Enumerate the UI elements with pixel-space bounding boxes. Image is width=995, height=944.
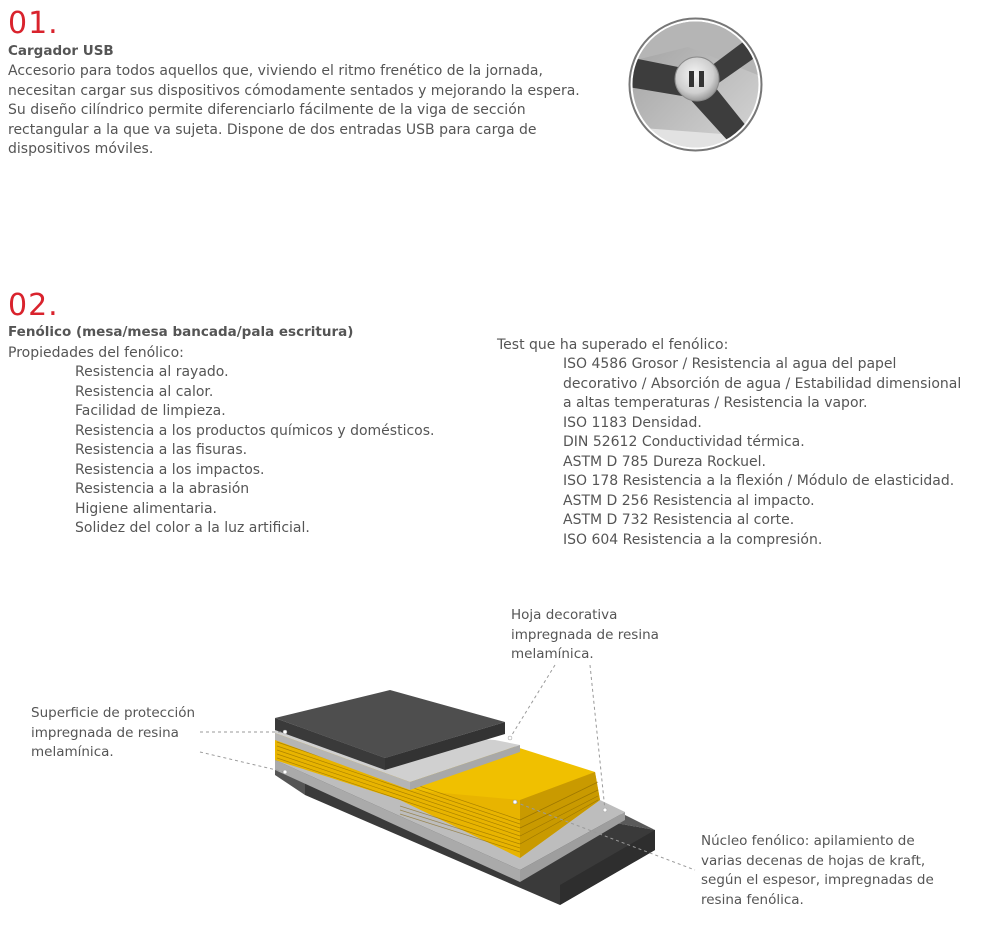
test-item: ASTM D 256 Resistencia al impacto. <box>563 492 815 509</box>
label-decorative-sheet <box>511 606 659 665</box>
test-item: ISO 4586 Grosor / Resistencia al agua del papel <box>563 356 897 372</box>
label-line: melamínica. <box>511 646 594 662</box>
label-line: resina fenólica. <box>701 891 804 908</box>
section-1-description: Accesorio para todos aquellos que, viviendo el ritmo frenético de la jornada, necesitan cargar sus dispositivos cómodamente sentados y mejorando la espera. Su diseño cilíndrico permite diferenciarlo fácilmente de la viga de sección rectangular a la que va sujeta. Dispone de dos entradas USB para carga de dispositivos móviles. <box>8 63 580 157</box>
test-item: ASTM D 785 Dureza Rockuel. <box>563 453 766 470</box>
label-phenolic-core <box>701 832 934 910</box>
test-item: ASTM D 732 Resistencia al corte. <box>563 512 795 528</box>
test-item: ISO 604 Resistencia a la compresión. <box>563 531 823 548</box>
label-line: Hoja decorativa <box>511 607 618 623</box>
label-line: melamínica. <box>31 744 114 760</box>
label-line: Núcleo fenólico: apilamiento de <box>701 833 915 849</box>
property-item: Higiene alimentaria. <box>75 500 217 517</box>
property-item: Resistencia a los impactos. <box>75 461 265 478</box>
test-item: decorativo / Absorción de agua / Estabilidad dimensional <box>563 375 962 392</box>
label-line: según el espesor, impregnadas de <box>701 872 934 888</box>
section-1-number: 01. <box>8 6 59 41</box>
property-item: Facilidad de limpieza. <box>75 403 226 419</box>
test-item: ISO 1183 Densidad. <box>563 414 702 431</box>
section-2-title: Fenólico (mesa/mesa bancada/pala escritura) <box>8 324 354 340</box>
properties-heading: Propiedades del fenólico: <box>8 345 184 361</box>
label-line: impregnada de resina <box>31 724 179 741</box>
property-item: Resistencia a las fisuras. <box>75 442 248 458</box>
section-1-title: Cargador USB <box>8 43 114 59</box>
section-2-number: 02. <box>8 288 59 323</box>
test-item: DIN 52612 Conductividad térmica. <box>563 434 805 450</box>
test-item: ISO 178 Resistencia a la flexión / Módulo de elasticidad. <box>563 473 955 489</box>
test-item: a altas temperaturas / Resistencia la vapor. <box>563 395 868 411</box>
property-item: Resistencia a la abrasión <box>75 481 250 497</box>
property-item: Resistencia al rayado. <box>75 364 229 380</box>
tests-heading: Test que ha superado el fenólico: <box>497 337 729 353</box>
label-line: impregnada de resina <box>511 626 659 643</box>
label-line: Superficie de protección <box>31 705 196 721</box>
label-protective-surface <box>31 704 195 763</box>
property-item: Resistencia al calor. <box>75 383 214 400</box>
label-line: varias decenas de hojas de kraft, <box>701 852 926 869</box>
property-item: Solidez del color a la luz artificial. <box>75 520 310 536</box>
property-item: Resistencia a los productos químicos y domésticos. <box>75 422 435 439</box>
